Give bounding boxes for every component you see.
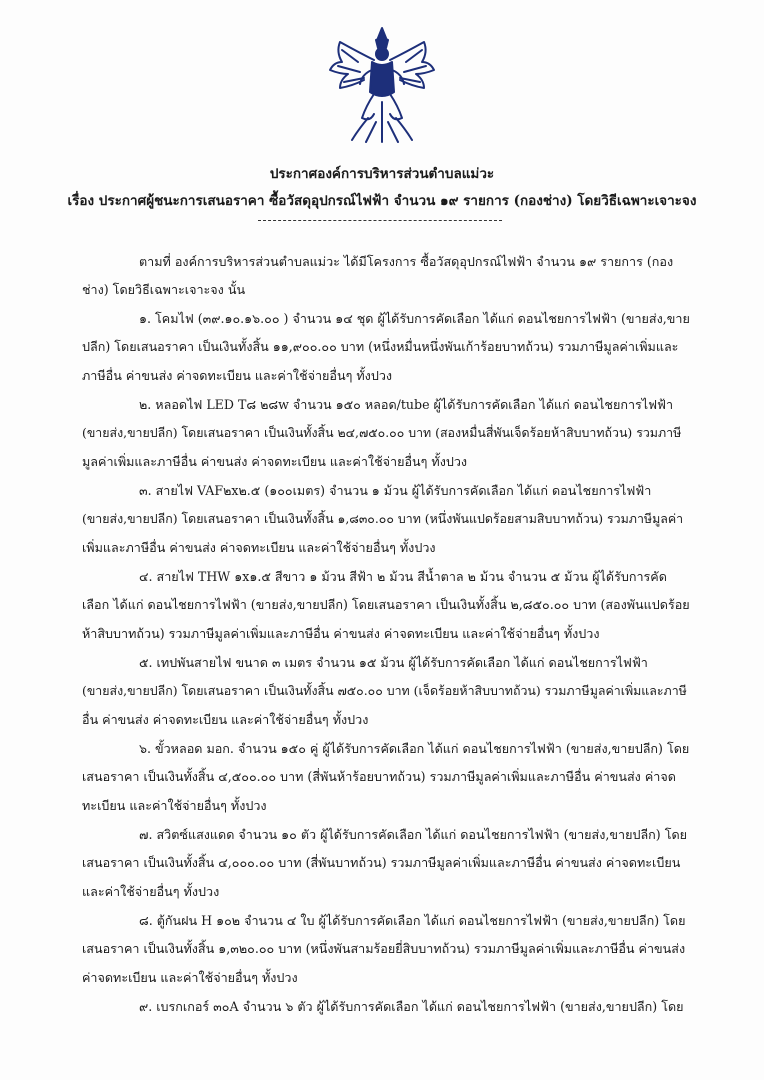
body-line: ๙. เบรกเกอร์ ๓๐A จำนวน ๖ ตัว ผู้ได้รับการคัดเลือก ได้แก่ ดอนไชยการไฟฟ้า (ขายส่ง,ขายปลีก) โดย	[139, 999, 684, 1014]
body-line: ๑. โคมไฟ (๓๙.๑๐.๑๖.๐๐ ) จำนวน ๑๔ ชุด ผู้ได้รับการคัดเลือก ได้แก่ ดอนไชยการไฟฟ้า (ขายส่ง,ขาย	[139, 311, 690, 326]
body-line: เลือก ได้แก่ ดอนไชยการไฟฟ้า (ขายส่ง,ขายปลีก) โดยเสนอราคา เป็นเงินทั้งสิ้น ๒,๘๕๐.๐๐ บาท (สองพันแปดร้อย	[82, 597, 690, 612]
body-line: ๘. ตู้กันฝน H ๑๐๒ จำนวน ๔ ใบ ผู้ได้รับการคัดเลือก ได้แก่ ดอนไชยการไฟฟ้า (ขายส่ง,ขายปลีก) โดย	[139, 913, 686, 928]
body-line: (ขายส่ง,ขายปลีก) โดยเสนอราคา เป็นเงินทั้งสิ้น ๗๕๐.๐๐ บาท (เจ็ดร้อยห้าสิบบาทถ้วน) รวมภาษีมูลค่าเพิ่มและภาษี	[82, 683, 687, 698]
body-line: ภาษีอื่น ค่าขนส่ง ค่าจดทะเบียน และค่าใช้จ่ายอื่นๆ ทั้งปวง	[82, 368, 393, 383]
body-line: เพิ่มและภาษีอื่น ค่าขนส่ง ค่าจดทะเบียน และค่าใช้จ่ายอื่นๆ ทั้งปวง	[82, 540, 436, 555]
body-line: ทะเบียน และค่าใช้จ่ายอื่นๆ ทั้งปวง	[82, 798, 267, 813]
body-line: ๓. สายไฟ VAF๒x๒.๕ (๑๐๐เมตร) จำนวน ๑ ม้วน ผู้ได้รับการคัดเลือก ได้แก่ ดอนไชยการไฟฟ้า	[139, 483, 652, 498]
body-line: ๒. หลอดไฟ LED T๘ ๒๘w จำนวน ๑๕๐ หลอด/tube ผู้ได้รับการคัดเลือก ได้แก่ ดอนไชยการไฟฟ้า	[139, 397, 674, 412]
body-line: ค่าจดทะเบียน และค่าใช้จ่ายอื่นๆ ทั้งปวง	[82, 970, 298, 985]
body-line: ๔. สายไฟ THW ๑x๑.๕ สีขาว ๑ ม้วน สีฟ้า ๒ ม้วน สีน้ำตาล ๒ ม้วน จำนวน ๕ ม้วน ผู้ได้รับการคัด	[139, 569, 667, 584]
body-line: อื่น ค่าขนส่ง ค่าจดทะเบียน และค่าใช้จ่ายอื่นๆ ทั้งปวง	[82, 712, 369, 727]
body-line: (ขายส่ง,ขายปลีก) โดยเสนอราคา เป็นเงินทั้งสิ้น ๑,๘๓๐.๐๐ บาท (หนึ่งพันแปดร้อยสามสิบบาทถ้วน) รวมภาษีมูลค่า	[82, 511, 684, 526]
body-line: มูลค่าเพิ่มและภาษีอื่น ค่าขนส่ง ค่าจดทะเบียน และค่าใช้จ่ายอื่นๆ ทั้งปวง	[82, 454, 468, 469]
body-line: ช่าง) โดยวิธีเฉพาะเจาะจง นั้น	[82, 282, 246, 297]
body-line: และค่าใช้จ่ายอื่นๆ ทั้งปวง	[82, 884, 220, 899]
body-line: ปลีก) โดยเสนอราคา เป็นเงินทั้งสิ้น ๑๑,๙๐๐.๐๐ บาท (หนึ่งหมื่นหนึ่งพันเก้าร้อยบาทถ้วน) รวมภาษีมูลค่าเพิ่มและ	[82, 339, 679, 354]
org-title: ประกาศองค์การบริหารส่วนตำบลแม่วะ	[269, 166, 495, 182]
body-line: เสนอราคา เป็นเงินทั้งสิ้น ๑,๓๒๐.๐๐ บาท (หนึ่งพันสามร้อยยี่สิบบาทถ้วน) รวมภาษีมูลค่าเพิ่มและภาษีอื่น ค่าขนส่ง	[82, 941, 686, 956]
body-line: ๖. ขั้วหลอด มอก. จำนวน ๑๕๐ คู่ ผู้ได้รับการคัดเลือก ได้แก่ ดอนไชยการไฟฟ้า (ขายส่ง,ขายปลีก) โดย	[139, 741, 690, 756]
body-line: เสนอราคา เป็นเงินทั้งสิ้น ๔,๐๐๐.๐๐ บาท (สี่พันบาทถ้วน) รวมภาษีมูลค่าเพิ่มและภาษีอื่น ค่าขนส่ง ค่าจดทะเบียน	[82, 855, 681, 870]
body-line: ๗. สวิตซ์แสงแดด จำนวน ๑๐ ตัว ผู้ได้รับการคัดเลือก ได้แก่ ดอนไชยการไฟฟ้า (ขายส่ง,ขายปลีก) โดย	[139, 827, 688, 842]
body-line: (ขายส่ง,ขายปลีก) โดยเสนอราคา เป็นเงินทั้งสิ้น ๒๔,๗๕๐.๐๐ บาท (สองหมื่นสี่พันเจ็ดร้อยห้าสิบบาทถ้วน) รวมภาษี	[82, 425, 682, 440]
body-line: ห้าสิบบาทถ้วน) รวมภาษีมูลค่าเพิ่มและภาษีอื่น ค่าขนส่ง ค่าจดทะเบียน และค่าใช้จ่ายอื่นๆ ทั้งปวง	[82, 626, 600, 641]
announcement-subject: เรื่อง ประกาศผู้ชนะการเสนอราคา ซื้อวัสดุอุปกรณ์ไฟฟ้า จำนวน ๑๙ รายการ (กองช่าง) โดยวิธีเฉพาะเจาะจง	[67, 193, 697, 209]
body-line: ๕. เทปพันสายไฟ ขนาด ๓ เมตร จำนวน ๑๕ ม้วน ผู้ได้รับการคัดเลือก ได้แก่ ดอนไชยการไฟฟ้า	[139, 655, 648, 670]
body-line: เสนอราคา เป็นเงินทั้งสิ้น ๔,๕๐๐.๐๐ บาท (สี่พันห้าร้อยบาทถ้วน) รวมภาษีมูลค่าเพิ่มและภาษีอื่น ค่าขนส่ง ค่าจด	[82, 769, 676, 784]
body-line: ตามที่ องค์การบริหารส่วนตำบลแม่วะ ได้มีโครงการ ซื้อวัสดุอุปกรณ์ไฟฟ้า จำนวน ๑๙ รายการ (กอง	[139, 254, 674, 269]
